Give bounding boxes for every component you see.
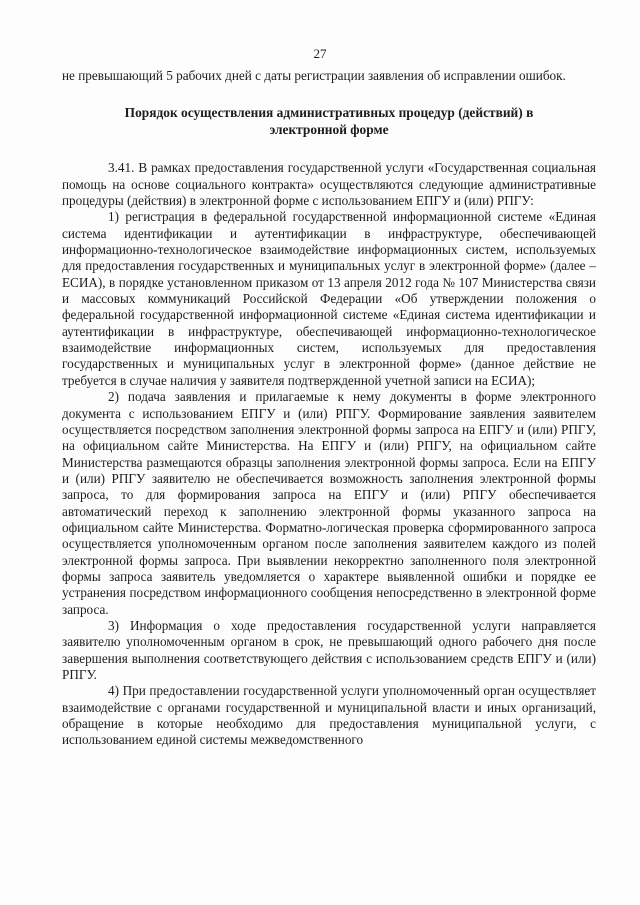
section-heading-line-2: электронной форме — [269, 122, 389, 138]
page-content — [62, 68, 596, 749]
paragraph-3-41: 3.41. В рамках предоставления государственной услуги «Государственная социальная помощь на основе социального контракта» осуществляются следующие административные процедуры (действия) в электронной форме с использованием ЕПГУ и (или) РПГУ: — [62, 160, 596, 209]
paragraph-item-1: 1) регистрация в федеральной государственной информационной системе «Единая система идентификации и аутентификации в инфраструктуре, обеспечивающей информационно-технологическое взаимодействие информационных систем, используемых для предоставления государственных и муниципальных услуг в электронной форме» (далее – ЕСИА), в порядке установленном приказом от 13 апреля 2012 года № 107 Министерства связи и массовых коммуникаций Российской Федерации «Об утверждении положения о федеральной государственной информационной системе «Единая система идентификации и аутентификации в инфраструктуре, обеспечивающей информационно-технологическое взаимодействие информационных систем, используемых для предоставления государственных и муниципальных услуг в электронной форме» (данное действие не требуется в случае наличия у заявителя подтвержденной учетной записи на ЕСИА); — [62, 209, 596, 388]
paragraph-item-4: 4) При предоставлении государственной услуги уполномоченный орган осуществляет взаимодействие с органами государственной и муниципальной власти и иных организаций, обращение в которые необходимо для предоставления муниципальной услуги, с использованием единой системы межведомственного — [62, 683, 596, 748]
page-number: 27 — [313, 46, 327, 61]
paragraph-item-2: 2) подача заявления и прилагаемые к нему документы в форме электронного документа с использованием ЕПГУ и (или) РПГУ. Формирование заявления заявителем осуществляется посредством заполнения электронной формы запроса на ЕПГУ и (или) РПГУ, на официальном сайте Министерства. На ЕПГУ и (или) РПГУ, на официальном сайте Министерства размещаются образцы заполнения электронной формы запроса. Если на ЕПГУ и (или) РПГУ заявителю не обеспечивается возможность заполнения электронной формы запроса, то для формирования запроса на ЕПГУ и (или) РПГУ обеспечивается автоматический переход к заполнению электронной формы указанного запроса на официальном сайте Министерства. Форматно-логическая проверка сформированного запроса осуществляется уполномоченным органом после заполнения заявителем каждого из полей электронной формы запроса. При выявлении некорректно заполненного поля электронной формы запроса заявитель уведомляется о характере выявленной ошибки и порядке ее устранения посредством информационного сообщения непосредственно в электронной форме запроса. — [62, 389, 596, 617]
continuation-text: не превышающий 5 рабочих дней с даты регистрации заявления об исправлении ошибок. — [62, 68, 566, 83]
section-heading-line-1: Порядок осуществления административных процедур (действий) в — [124, 105, 534, 121]
section-heading — [62, 104, 596, 138]
paragraph-item-3: 3) Информация о ходе предоставления государственной услуги направляется заявителю уполномоченным органом в срок, не превышающий одного рабочего дня после завершения выполнения соответствующего действия с использованием средств ЕПГУ и (или) РПГУ. — [62, 617, 596, 682]
